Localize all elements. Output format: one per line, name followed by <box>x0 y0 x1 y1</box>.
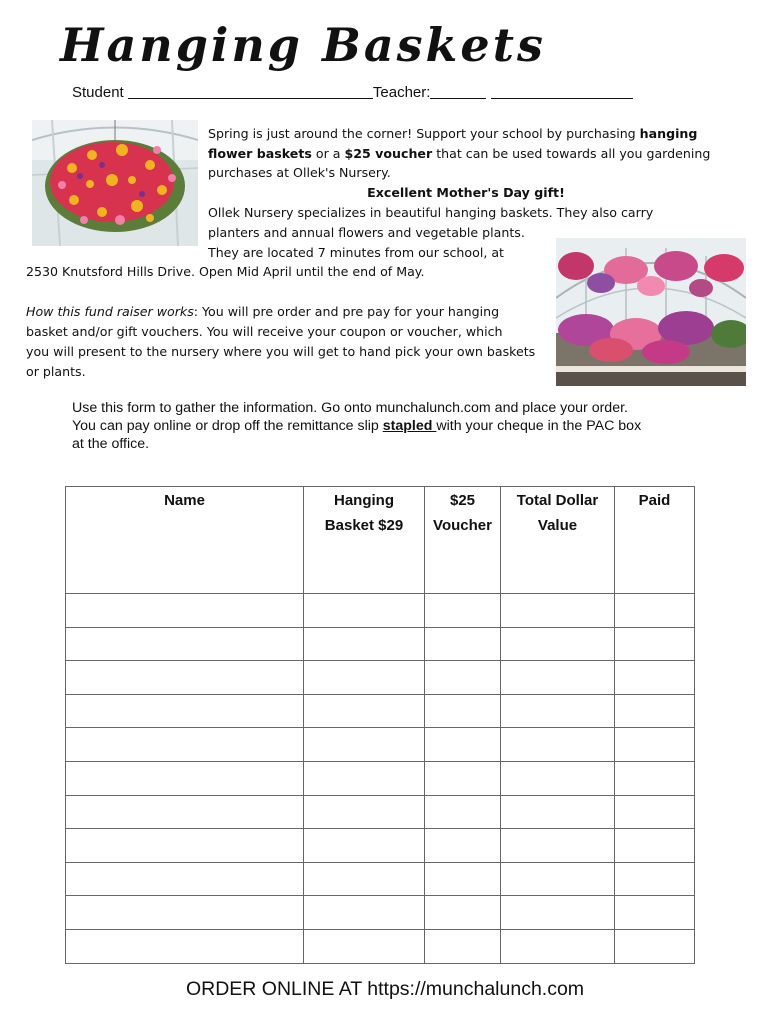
total-value-cell[interactable] <box>501 661 615 695</box>
paid-cell[interactable] <box>615 761 695 795</box>
greenhouse-photo <box>556 238 746 386</box>
hanging-basket-cell[interactable] <box>304 594 425 628</box>
hanging-basket-cell[interactable] <box>304 929 425 963</box>
total-value-cell[interactable] <box>501 627 615 661</box>
paid-cell[interactable] <box>615 795 695 829</box>
paid-cell[interactable] <box>615 661 695 695</box>
intro-line-6: planters and annual flowers and vegetable plants. <box>208 225 525 240</box>
header-basket-line-1: Hanging <box>334 492 394 509</box>
table-header-row <box>66 487 695 594</box>
instructions-line-2-post: with your cheque in the PAC box <box>436 418 642 434</box>
paid-cell[interactable] <box>615 627 695 661</box>
voucher-cell[interactable] <box>425 929 501 963</box>
header-paid <box>615 487 695 594</box>
header-hanging-basket <box>304 487 425 594</box>
voucher-cell[interactable] <box>425 594 501 628</box>
paid-cell[interactable] <box>615 929 695 963</box>
order-table <box>65 486 695 964</box>
voucher-cell[interactable] <box>425 896 501 930</box>
table-row <box>66 694 695 728</box>
header-voucher <box>425 487 501 594</box>
table-row <box>66 929 695 963</box>
how-it-works-line-3: you will present to the nursery where you will get to hand pick your own baskets <box>26 344 536 359</box>
total-value-cell[interactable] <box>501 862 615 896</box>
voucher-cell[interactable] <box>425 627 501 661</box>
intro-line-3: purchases at Ollek's Nursery. <box>208 165 391 180</box>
stapled-emphasis: stapled <box>382 418 437 434</box>
voucher-cell[interactable] <box>425 661 501 695</box>
voucher-cell[interactable] <box>425 795 501 829</box>
paid-cell[interactable] <box>615 896 695 930</box>
paid-cell[interactable] <box>615 829 695 863</box>
hanging-basket-cell[interactable] <box>304 862 425 896</box>
header-total-line-1: Total Dollar <box>516 492 599 509</box>
intro-line-2-bold-2: $25 voucher <box>344 146 433 161</box>
intro-line-1 <box>208 124 697 144</box>
total-value-cell[interactable] <box>501 694 615 728</box>
table-row <box>66 795 695 829</box>
voucher-cell[interactable] <box>425 761 501 795</box>
paid-cell[interactable] <box>615 694 695 728</box>
table-row <box>66 728 695 762</box>
header-voucher-line-2: Voucher <box>433 517 492 534</box>
instructions-line-2 <box>72 417 641 435</box>
total-value-cell[interactable] <box>501 594 615 628</box>
order-table-body <box>66 594 695 964</box>
how-it-works-label: How this fund raiser works <box>26 304 194 319</box>
name-cell[interactable] <box>66 829 304 863</box>
page-title-text: Hanging Baskets <box>60 18 546 72</box>
intro-line-1-bold: hanging <box>639 126 698 141</box>
total-value-cell[interactable] <box>501 761 615 795</box>
header-paid-text: Paid <box>638 492 671 509</box>
teacher-blank-1[interactable] <box>430 98 486 99</box>
name-cell[interactable] <box>66 862 304 896</box>
table-row <box>66 661 695 695</box>
name-cell[interactable] <box>66 661 304 695</box>
intro-line-2-bold-1: flower baskets <box>208 146 312 161</box>
name-cell[interactable] <box>66 694 304 728</box>
intro-line-7: They are located 7 minutes from our school, at <box>208 245 504 260</box>
voucher-cell[interactable] <box>425 694 501 728</box>
instructions <box>72 399 641 453</box>
how-it-works-line-2: basket and/or gift vouchers. You will receive your coupon or voucher, which <box>26 324 503 339</box>
total-value-cell[interactable] <box>501 896 615 930</box>
header-name <box>66 487 304 594</box>
instructions-line-1: Use this form to gather the information. Go onto munchalunch.com and place your order. <box>72 400 628 416</box>
header-voucher-line-1: $25 <box>449 492 476 509</box>
hanging-basket-cell[interactable] <box>304 694 425 728</box>
hanging-basket-cell[interactable] <box>304 896 425 930</box>
table-row <box>66 627 695 661</box>
paid-cell[interactable] <box>615 594 695 628</box>
student-teacher-line <box>72 84 633 101</box>
how-it-works-line-1-text: : You will pre order and pre pay for your hanging <box>193 304 500 319</box>
intro-line-2 <box>208 144 710 164</box>
hanging-basket-cell[interactable] <box>304 795 425 829</box>
total-value-cell[interactable] <box>501 829 615 863</box>
student-name-blank[interactable] <box>128 98 373 99</box>
name-cell[interactable] <box>66 594 304 628</box>
order-online-footer: ORDER ONLINE AT https://munchalunch.com <box>185 978 585 1000</box>
header-basket-line-2: Basket $29 <box>324 517 404 534</box>
paid-cell[interactable] <box>615 728 695 762</box>
mothers-day-gift: Excellent Mother's Day gift! <box>367 185 565 200</box>
teacher-label: Teacher: <box>372 84 431 101</box>
hanging-basket-cell[interactable] <box>304 661 425 695</box>
table-row <box>66 594 695 628</box>
page-title <box>60 14 700 76</box>
hanging-basket-cell[interactable] <box>304 829 425 863</box>
name-cell[interactable] <box>66 896 304 930</box>
table-row <box>66 896 695 930</box>
total-value-cell[interactable] <box>501 795 615 829</box>
intro-line-5: Ollek Nursery specializes in beautiful hanging baskets. They also carry <box>208 205 654 220</box>
name-cell[interactable] <box>66 728 304 762</box>
total-value-cell[interactable] <box>501 929 615 963</box>
intro-line-2-post: that can be used towards all you gardening <box>432 146 711 161</box>
table-row <box>66 761 695 795</box>
intro-line-1-text: Spring is just around the corner! Support your school by purchasing <box>208 126 640 141</box>
instructions-line-2-text: You can pay online or drop off the remittance slip <box>72 418 383 434</box>
hanging-basket-cell[interactable] <box>304 728 425 762</box>
hanging-basket-photo <box>32 120 198 246</box>
voucher-cell[interactable] <box>425 862 501 896</box>
name-cell[interactable] <box>66 761 304 795</box>
teacher-blank-2[interactable] <box>491 98 633 99</box>
student-label: Student <box>72 84 124 101</box>
instructions-line-3: at the office. <box>72 436 150 452</box>
hanging-basket-cell[interactable] <box>304 627 425 661</box>
table-row <box>66 829 695 863</box>
name-cell[interactable] <box>66 929 304 963</box>
table-row <box>66 862 695 896</box>
how-it-works-line-1 <box>26 302 499 322</box>
hanging-basket-cell[interactable] <box>304 761 425 795</box>
header-total-dollar-value <box>501 487 615 594</box>
name-cell[interactable] <box>66 627 304 661</box>
voucher-cell[interactable] <box>425 829 501 863</box>
intro-line-2-mid: or a <box>311 146 345 161</box>
voucher-cell[interactable] <box>425 728 501 762</box>
total-value-cell[interactable] <box>501 728 615 762</box>
intro-line-8: 2530 Knutsford Hills Drive. Open Mid April until the end of May. <box>26 264 425 279</box>
header-name-text: Name <box>164 492 205 509</box>
header-total-line-2: Value <box>537 517 578 534</box>
how-it-works-line-4: or plants. <box>26 364 86 379</box>
paid-cell[interactable] <box>615 862 695 896</box>
name-cell[interactable] <box>66 795 304 829</box>
